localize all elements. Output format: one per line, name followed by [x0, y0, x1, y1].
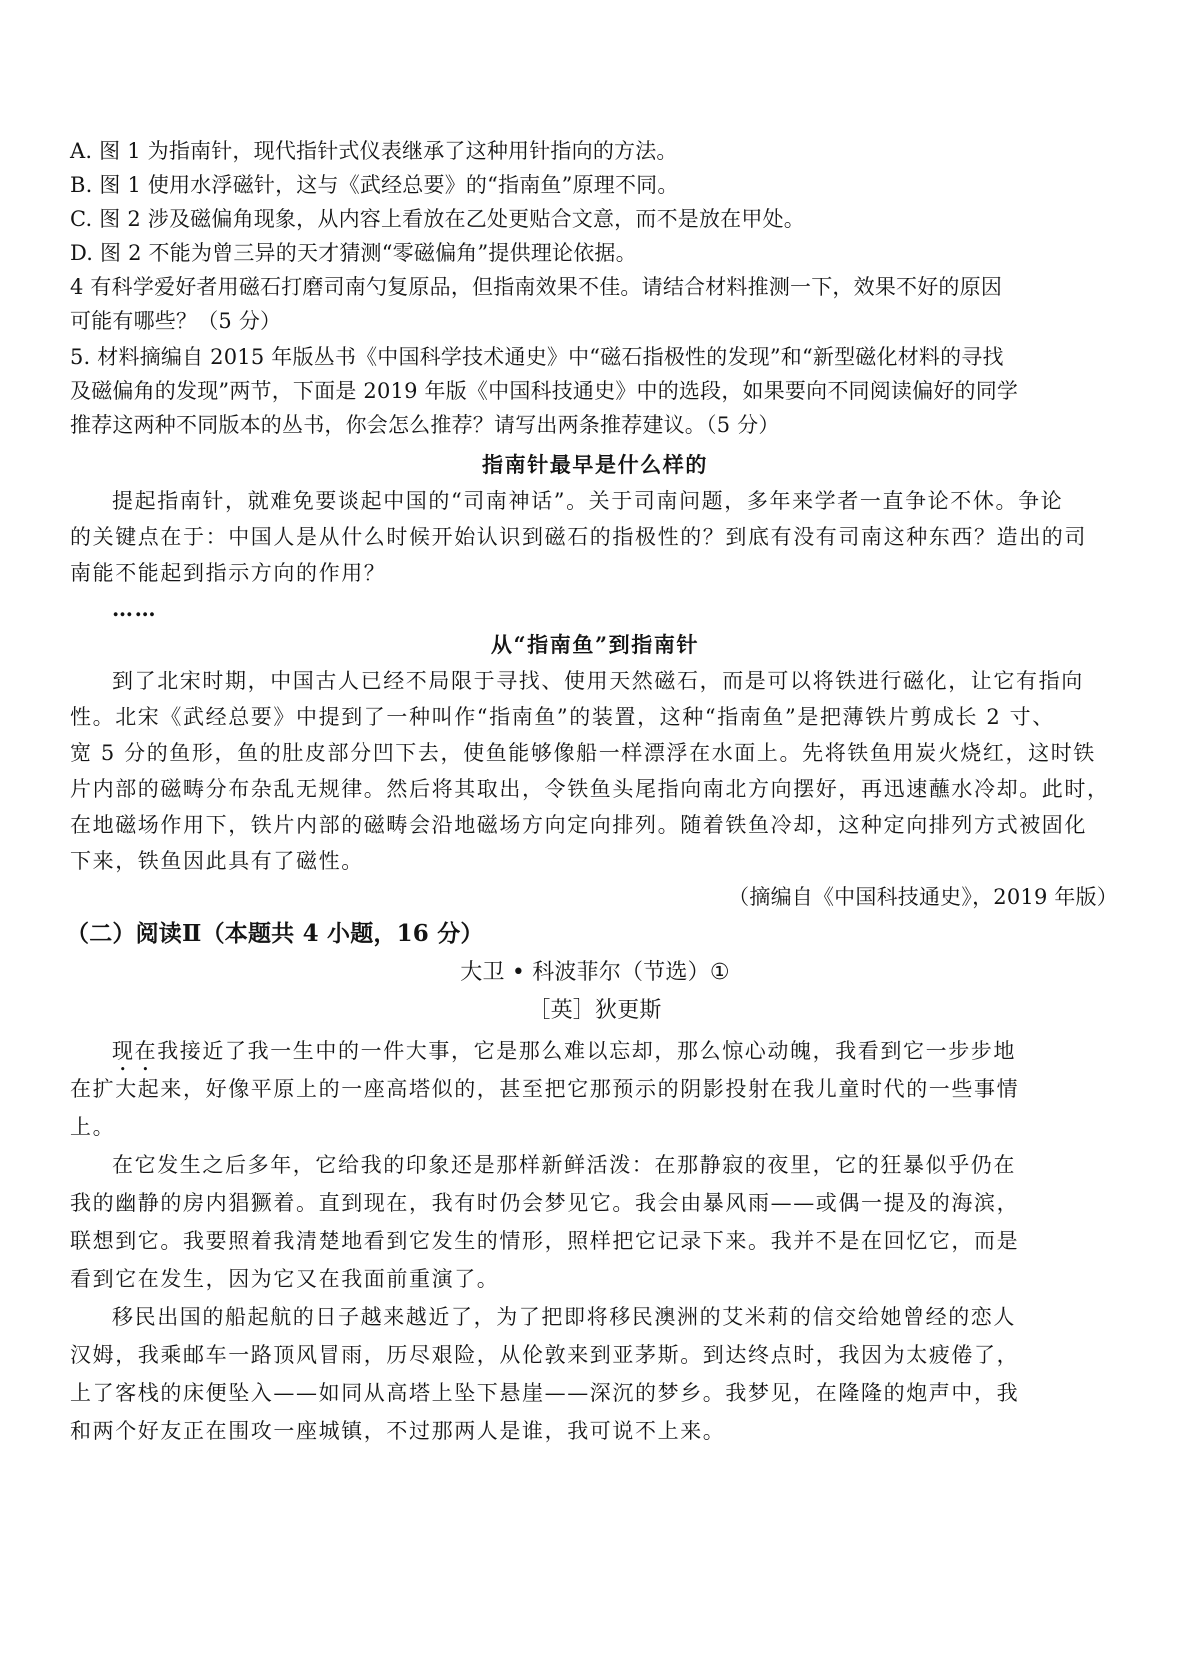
story-paragraph-2-line-4: 看到它在发生，因为它又在我面前重演了。: [70, 1267, 500, 1291]
excerpt-paragraph-2-line-4: 片内部的磁畴分布杂乱无规律。然后将其取出，令铁鱼头尾指向南北方向摆好，再迅速蘸水冷却。此时，: [70, 777, 1110, 801]
option-b: B. 图 1 使用水浮磁针，这与《武经总要》的“指南鱼”原理不同。: [70, 173, 679, 197]
excerpt-paragraph-2-line-1: 到了北宋时期，中国古人已经不局限于寻找、使用天然磁石，而是可以将铁进行磁化，让它有指向: [112, 669, 1084, 693]
story-paragraph-3-line-2: 汉姆，我乘邮车一路顶风冒雨，历尽艰险，从伦敦来到亚茅斯。到达终点时，我因为太疲倦了，: [70, 1343, 1020, 1367]
question-4-line-1: 4 有科学爱好者用磁石打磨司南勺复原品，但指南效果不佳。请结合材料推测一下，效果不好的原因: [70, 275, 1003, 299]
story-paragraph-1-line-3: 上。: [70, 1115, 116, 1139]
question-5-line-3: 推荐这两种不同版本的丛书，你会怎么推荐？请写出两条推荐建议。（5 分）: [70, 413, 780, 437]
excerpt-paragraph-1-line-1: 提起指南针，就难免要谈起中国的“司南神话”。关于司南问题，多年来学者一直争论不休。争论: [112, 489, 1064, 513]
excerpt-paragraph-2-line-3: 宽 5 分的鱼形，鱼的肚皮部分凹下去，使鱼能够像船一样漂浮在水面上。先将铁鱼用炭火烧红，这时铁: [70, 741, 1096, 765]
story-author: ［英］狄更斯: [528, 998, 662, 1023]
story-paragraph-1-line-1: [112, 1034, 1016, 1076]
story-paragraph-3-line-3: 上了客栈的床便坠入——如同从高塔上坠下悬崖——深沉的梦乡。我梦见，在隆隆的炮声中，我: [70, 1381, 1020, 1405]
section-heading: （二）阅读Ⅱ（本题共 4 小题，16 分）: [66, 920, 484, 947]
story-paragraph-1-line-2: 在扩大起来，好像平原上的一座高塔似的，甚至把它那预示的阴影投射在我儿童时代的一些事情: [70, 1077, 1020, 1101]
excerpt-heading-1: 指南针最早是什么样的: [482, 452, 708, 477]
story-paragraph-3-line-4: 和两个好友正在围攻一座城镇，不过那两人是谁，我可说不上来。: [70, 1419, 726, 1443]
excerpt-source: （摘编自《中国科技通史》，2019 年版）: [728, 885, 1118, 909]
question-5-line-2: 及磁偏角的发现”两节，下面是 2019 年版《中国科技通史》中的选段，如果要向不同阅读偏好的同学: [70, 379, 1019, 403]
question-5-line-1: 5. 材料摘编自 2015 年版丛书《中国科学技术通史》中“磁石指极性的发现”和“新型磁化材料的寻找: [70, 345, 1004, 369]
option-c: C. 图 2 涉及磁偏角现象，从内容上看放在乙处更贴合文意，而不是放在甲处。: [70, 207, 805, 231]
excerpt-paragraph-1-line-2: 的关键点在于：中国人是从什么时候开始认识到磁石的指极性的？到底有没有司南这种东西？造出的司: [70, 525, 1087, 549]
excerpt-paragraph-2-line-2: 性。北宋《武经总要》中提到了一种叫作“指南鱼”的装置，这种“指南鱼”是把薄铁片剪成长 2 寸、: [70, 705, 1055, 729]
excerpt-paragraph-2-line-5: 在地磁场作用下，铁片内部的磁畴会沿地磁场方向定向排列。随着铁鱼冷却，这种定向排列方式被固化: [70, 813, 1087, 837]
excerpt-paragraph-1-line-3: 南能不能起到指示方向的作用？: [70, 561, 387, 585]
option-a: A. 图 1 为指南针，现代指针式仪表继承了这种用针指向的方法。: [70, 139, 678, 163]
excerpt-paragraph-2-line-6: 下来，铁鱼因此具有了磁性。: [70, 849, 364, 873]
story-paragraph-1-line-1-text: 我接近了我一生中的一件大事，它是那么难以忘却，那么惊心动魄，我看到它一步步地: [157, 1039, 1016, 1063]
excerpt-heading-2: 从“指南鱼”到指南针: [490, 632, 700, 657]
option-d: D. 图 2 不能为曾三异的天才猜测“零磁偏角”提供理论依据。: [70, 241, 637, 265]
story-paragraph-2-line-3: 联想到它。我要照着我清楚地看到它发生的情形，照样把它记录下来。我并不是在回忆它，而是: [70, 1229, 1020, 1253]
story-paragraph-2-line-1: 在它发生之后多年，它给我的印象还是那样新鲜活泼：在那静寂的夜里，它的狂暴似乎仍在: [112, 1153, 1016, 1177]
story-paragraph-3-line-1: 移民出国的船起航的日子越来越近了，为了把即将移民澳洲的艾米莉的信交给她曾经的恋人: [112, 1305, 1016, 1329]
emphasized-word: 现在: [112, 1039, 158, 1063]
excerpt-ellipsis: ……: [112, 596, 158, 621]
question-4-line-2: 可能有哪些？（5 分）: [70, 309, 282, 333]
story-paragraph-2-line-2: 我的幽静的房内猖獗着。直到现在，我有时仍会梦见它。我会由暴风雨——或偶一提及的海滨，: [70, 1191, 1020, 1215]
story-title: 大卫 • 科波菲尔（节选）①: [460, 960, 730, 985]
